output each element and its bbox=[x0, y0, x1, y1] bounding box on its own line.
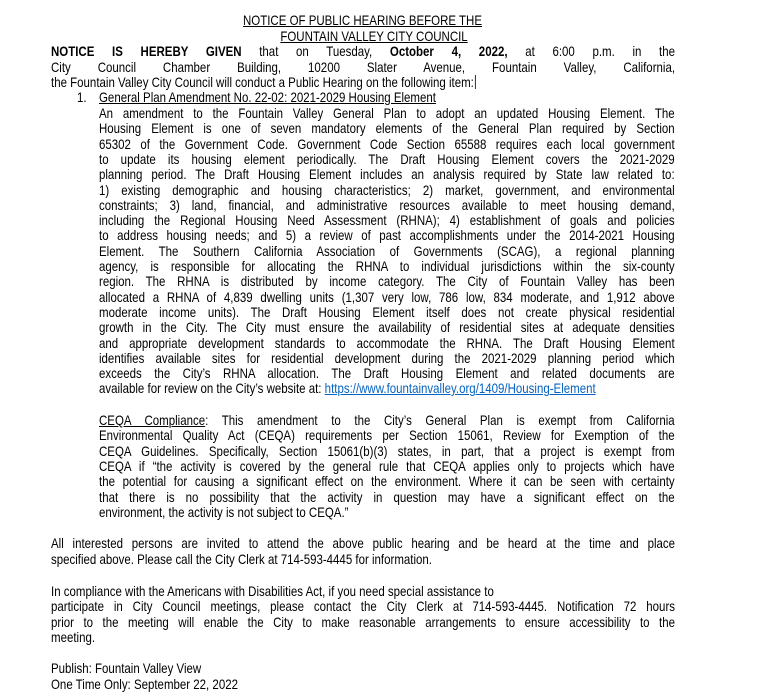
ceqa-first-text: : This amendment to the City’s General Plan is exempt from California bbox=[205, 412, 675, 428]
notice-title-line-2: FOUNTAIN VALLEY CITY COUNCIL bbox=[280, 28, 468, 44]
invite-line-2: specified above. Please call the City Clerk at 714-593-4445 for information. bbox=[51, 551, 432, 567]
notice-lead: NOTICE IS HEREBY GIVEN bbox=[51, 43, 242, 59]
ceqa-body-line: CEQA Guidelines. Specifically, Section 15061(b)(3) states, in part, that a project is exempt from bbox=[99, 442, 675, 459]
intro-line-3-text: the Fountain Valley City Council will conduct a Public Hearing on the following item: bbox=[51, 74, 474, 90]
ceqa-line-1 bbox=[99, 412, 675, 428]
item-body-line: region. The RHNA is distributed by income category. The City of Fountain Valley has been bbox=[99, 273, 675, 290]
item-body-line: exceeds the City’s RHNA allocation. The Draft Housing Element and related documents are bbox=[99, 365, 675, 382]
item-body-line: An amendment to the Fountain Valley General Plan to adopt an updated Housing Element. The bbox=[99, 105, 675, 121]
intro-text-b: at 6:00 p.m. in the bbox=[507, 43, 676, 59]
ada-line-4: meeting. bbox=[51, 629, 96, 645]
item-body-line: planning period. The Draft Housing Element includes an analysis required by State law related to: bbox=[99, 166, 675, 183]
ceqa-body-line: the potential for causing a significant effect on the environment. Where it can be seen with certainty bbox=[99, 473, 675, 490]
hearing-date: October 4, 2022, bbox=[389, 43, 508, 59]
publish-date-line: One Time Only: September 22, 2022 bbox=[51, 676, 238, 692]
ceqa-body-line: Environmental Quality Act (CEQA) requirements per Section 15061, Review for Exemption of the bbox=[99, 427, 675, 444]
item-body-line: and appropriate development standards to accommodate the RHNA. The Draft Housing Element bbox=[99, 334, 675, 351]
ada-line-1: In compliance with the Americans with Disabilities Act, if you need special assistance to bbox=[51, 583, 494, 599]
item-body-line: allocated a RHNA of 4,839 dwelling units (1,307 very low, 786 low, 834 moderate, and 1,912 above bbox=[99, 288, 675, 305]
item-body-line: Element. The Southern California Association of Governments (SCAG), a regional planning bbox=[99, 242, 675, 259]
item-body-line: Housing Element is one of seven mandatory elements of the General Plan required by Section bbox=[99, 120, 675, 137]
intro-line-3 bbox=[51, 74, 475, 90]
item-number: 1. bbox=[77, 89, 87, 105]
item-body-line: including the Regional Housing Need Assessment (RHNA); 4) establishment of goals and policies bbox=[99, 212, 675, 229]
item-body-line: agency, is responsible for allocating the RHNA to individual jurisdictions within the six-county bbox=[99, 258, 675, 274]
item-body-line: constraints; 3) land, financial, and administrative resources available to meet housing demand, bbox=[99, 196, 675, 213]
ada-line-2: participate in City Council meetings, please contact the City Clerk at 714-593-4445. Notification 72 hours bbox=[51, 598, 676, 614]
item-body-line: to address housing needs; and 5) a review of past accomplishments under the 2014-2021 Housing bbox=[99, 227, 675, 244]
item-body-line: moderate income units). The Draft Housing Element itself does not create physical residential bbox=[99, 303, 675, 320]
item-body-line: growth in the City. The City must ensure the availability of residential sites at adequate densities bbox=[99, 319, 675, 336]
ceqa-last-line: environment, the activity is not subject to CEQA.” bbox=[99, 504, 349, 520]
notice-title-line-1: NOTICE OF PUBLIC HEARING BEFORE THE bbox=[243, 12, 482, 28]
invite-line-1: All interested persons are invited to attend the above public hearing and be heard at the time and place bbox=[51, 535, 676, 551]
ada-line-3: prior to the meeting will enable the City to make reasonable arrangements to ensure accessibility to the bbox=[51, 614, 676, 630]
item-body-line: to update its housing element periodically. The Draft Housing Element covers the 2021-2029 bbox=[99, 150, 675, 167]
item-heading: General Plan Amendment No. 22-02: 2021-2029 Housing Element bbox=[99, 89, 436, 105]
ceqa-label: CEQA Compliance bbox=[99, 412, 206, 428]
ceqa-body-line: that there is no possibility that the activity in question may have a significant effect on the bbox=[99, 488, 675, 505]
intro-text-a: that on Tuesday, bbox=[241, 43, 390, 59]
item-body-line: 65302 of the Government Code. Government Code Section 65588 requires each local government bbox=[99, 135, 675, 152]
text-cursor bbox=[475, 75, 476, 89]
item-body-line: 1) existing demographic and housing characteristics; 2) market, government, and environmental bbox=[99, 181, 675, 198]
item-body-line: identifies available sites for residential development during the 2021-2029 planning period which bbox=[99, 349, 675, 366]
intro-line-1 bbox=[51, 43, 675, 59]
housing-element-link[interactable]: https://www.fountainvalley.org/1409/Housing-Element bbox=[324, 380, 596, 397]
website-label: available for review on the City’s website at: bbox=[99, 380, 325, 397]
intro-line-2: City Council Chamber Building, 10200 Slater Avenue, Fountain Valley, California, bbox=[51, 59, 676, 75]
publish-line: Publish: Fountain Valley View bbox=[51, 660, 202, 676]
ceqa-body-line: CEQA if “the activity is covered by the general rule that CEQA applies only to projects which have bbox=[99, 457, 675, 474]
item-body-last-line bbox=[99, 380, 596, 396]
